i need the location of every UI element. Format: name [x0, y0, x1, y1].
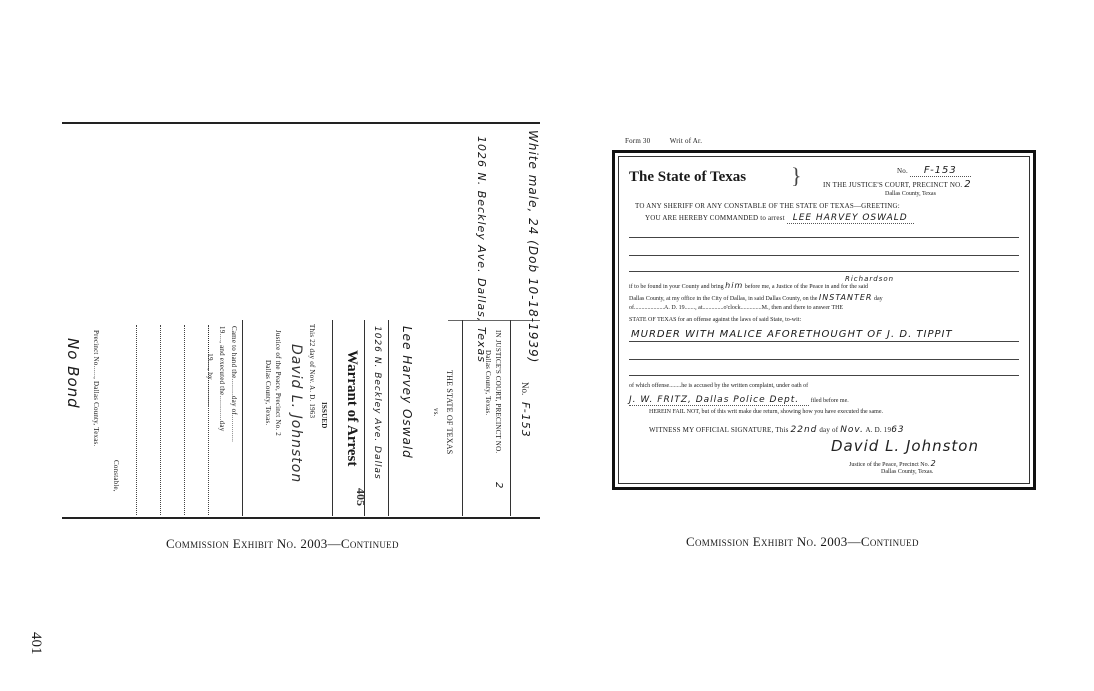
of-line: of....................A. D. 19......., at..............o'clock..............M., then and there to answer THE: [629, 305, 844, 311]
court-line1: IN JUSTICE'S COURT, PRECINCT NO.: [494, 330, 502, 454]
form-label: Form 30: [625, 137, 651, 145]
justice-line1: Justice of the Peace, Precinct No. 2: [274, 330, 282, 436]
left-caption: Commission Exhibit No. 2003—Continued: [166, 536, 399, 551]
county-line: Dallas County, Texas: [885, 191, 936, 197]
number-value: F-153: [910, 165, 971, 177]
warrant-front-document: The State of Texas } No. F-153 IN THE JUSTICE'S COURT, PRECINCT NO. 2 Dallas County, Texas TO ANY SHERIFF OR ANY CONSTABLE OF THE STATE OF TEXAS—GREETING: YOU ARE HEREBY COMMANDED to arrest LEE HARVEY OSWALD Richardson if to be found in your County and bring him before me, a Justice of the Peace in and for the said Dallas County, at my office in the City of Dallas, in said Dallas County, on the INSTANTER day of....................A. D. 19......., at..............o'clock..............M., then and there to answer THE STATE OF TEXAS for an offense against the laws of said State, to-wit: MURDER WITH MALICE AFORETHOUGHT OF J. D. TIPPIT of which offense........he is accused by the written complaint, under oath of J. W. FRITZ, Dallas Police Dept. filed before me. HEREIN FAIL NOT, but of this writ make due return, showing how you have executed the same. WITNESS MY OFFICIAL SIGNATURE, This 22nd day of Nov. A. D. 1963 David L. Johnston Justice of the Peace, Precinct No. 2 Dallas County, Texas.: [612, 150, 1036, 490]
court-precinct: 2: [493, 482, 504, 490]
state-title: The State of Texas: [629, 169, 747, 185]
issued-label: ISSUED: [320, 402, 328, 429]
witness-month: Nov.: [840, 425, 864, 435]
justice-county: Dallas County, Texas.: [881, 469, 934, 475]
court-line: IN THE JUSTICE'S COURT, PRECINCT NO.: [823, 181, 963, 189]
state-title: THE STATE OF TEXAS: [445, 370, 454, 455]
defendant-name: Lee Harvey Oswald: [400, 326, 414, 459]
came-to-hand: Came to hand the.........day of..............: [230, 326, 238, 443]
page-number: 401: [28, 632, 44, 655]
of-line: ..............19...., by..............: [206, 326, 214, 407]
day-label: day: [873, 296, 883, 302]
number-label: No.: [897, 167, 908, 175]
him-note: him: [725, 281, 744, 290]
witness-year: 63: [891, 425, 905, 435]
instanter-note: INSTANTER: [818, 293, 873, 302]
complainant-name: J. W. FRITZ, Dallas Police Dept.: [629, 395, 809, 406]
form-title: Writ of Ar.: [669, 137, 703, 145]
warrant-back-document: [62, 120, 540, 520]
justice-line: Justice of the Peace, Precinct No.: [849, 462, 930, 468]
commanded-line: YOU ARE HEREBY COMMANDED to arrest: [645, 214, 785, 222]
justice-line2: Dallas County, Texas.: [264, 360, 272, 426]
constable-label: Constable,: [112, 460, 120, 492]
court-line2: Dallas County, Texas.: [484, 350, 492, 416]
number-label: No.: [520, 382, 530, 396]
defendant-name: LEE HARVEY OSWALD: [787, 213, 914, 224]
richardson-note: Richardson: [845, 275, 895, 283]
number-value: F-153: [519, 402, 532, 438]
side-note-line1: White male, 24 (Dob 10-18-1939): [526, 130, 540, 364]
accused-line: of which offense........he is accused by the written complaint, under oath of: [629, 383, 809, 389]
top-rule: [62, 122, 540, 124]
dallas-text-a: Dallas County, at my office in the City of Dallas, in said Dallas County, on the: [629, 296, 818, 302]
side-note-line2: 1026 N. Beckley Ave. Dallas, Texas: [475, 136, 488, 363]
no-bond-note: No Bond: [64, 338, 82, 409]
bottom-rule: [62, 517, 540, 519]
warrant-title: Warrant of Arrest: [344, 350, 360, 467]
witness-line: WITNESS MY OFFICIAL SIGNATURE, This: [649, 426, 789, 434]
charge-text: MURDER WITH MALICE AFORETHOUGHT OF J. D. TIPPIT: [631, 329, 953, 340]
defendant-address: 1026 N. Beckley Ave. Dallas: [372, 326, 382, 480]
greeting-line: TO ANY SHERIFF OR ANY CONSTABLE OF THE STATE OF TEXAS—GREETING:: [635, 202, 900, 210]
found-text-a: if to be found in your County and bring: [629, 284, 724, 290]
stamp-number: 405: [354, 488, 368, 506]
precinct-line: Precinct No......, Dallas County, Texas.: [92, 330, 100, 447]
bracket-mark: }: [791, 163, 802, 188]
executed-line: 19...., and executed the.............day: [218, 326, 226, 432]
witness-day: 22nd: [790, 425, 818, 435]
justice-signature: David L. Johnston: [831, 437, 979, 455]
filed-label: filed before me.: [810, 398, 849, 404]
issued-line: This 22 day of Nov. A. D. 1963: [308, 324, 316, 419]
court-precinct: 2: [964, 179, 972, 190]
justice-precinct: 2: [930, 459, 937, 468]
found-text-b: before me, a Justice of the Peace in and for the said: [744, 284, 869, 290]
vs-label: vs.: [432, 408, 440, 417]
offense-line: STATE OF TEXAS for an offense against the laws of said State, to-wit:: [629, 317, 802, 323]
herein-line: HEREIN FAIL NOT, but of this writ make due return, showing how you have executed the same.: [649, 409, 883, 415]
issued-signature: David L. Johnston: [288, 344, 304, 484]
right-caption: Commission Exhibit No. 2003—Continued: [686, 534, 919, 549]
